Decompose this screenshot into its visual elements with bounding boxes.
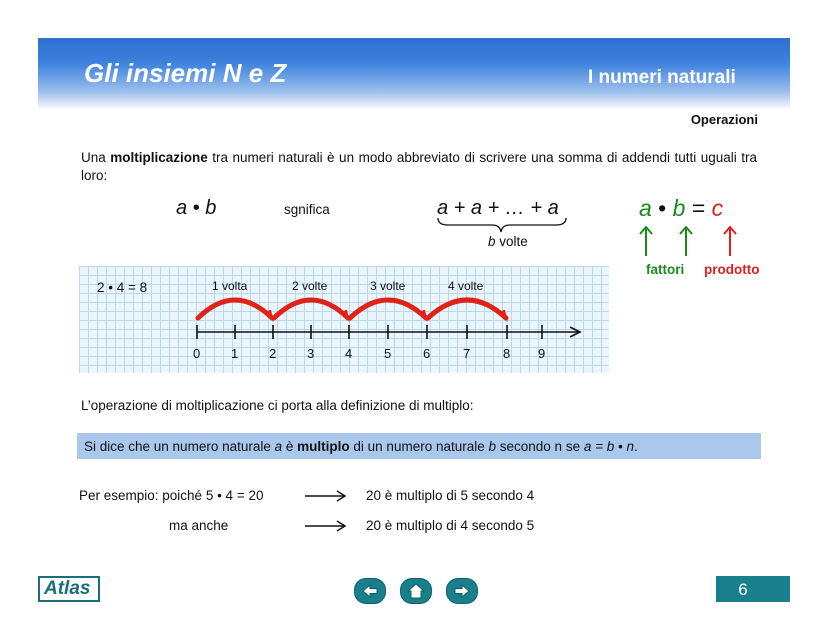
- arrow-up-icon: [640, 227, 652, 256]
- home-button[interactable]: [400, 578, 432, 604]
- jump-arc: [428, 300, 506, 318]
- def-part: secondo n se: [496, 439, 584, 454]
- intro-keyword: moltiplicazione: [110, 150, 208, 165]
- arrow-up-icon: [724, 227, 736, 256]
- chapter-subtitle: I numeri naturali: [588, 67, 736, 88]
- formula-sum: a + a + … + a: [437, 197, 559, 219]
- brace-label: [488, 234, 528, 249]
- jump-label: 3 volte: [370, 279, 406, 293]
- intro-text-start: Una: [81, 150, 111, 165]
- res-a: a: [639, 195, 652, 221]
- intro-text-end: tra numeri naturali è un modo abbreviato di scrivere una somma di addendi tutti uguali tra loro:: [81, 150, 757, 183]
- example-1-conclusion: 20 è multiplo di 5 secondo 4: [366, 488, 535, 503]
- tick-label: 2: [269, 346, 277, 361]
- jump-label: 4 volte: [448, 279, 484, 293]
- tick-label: 0: [193, 346, 201, 361]
- res-b: b: [672, 195, 686, 221]
- brace-text: volte: [495, 234, 528, 249]
- intro-paragraph: [81, 149, 757, 185]
- definition-text: [84, 439, 638, 454]
- prev-button[interactable]: [354, 578, 386, 604]
- def-var-b: b: [488, 439, 497, 454]
- def-part: .: [633, 439, 638, 454]
- tick-label: 5: [384, 346, 392, 361]
- jump-arc: [198, 300, 272, 318]
- arrow-up-icons: [638, 224, 742, 258]
- jump-arc: [274, 300, 348, 318]
- tick-label: 9: [538, 346, 546, 361]
- arrow-left-icon: [355, 579, 385, 603]
- example-2-premise: ma anche: [169, 518, 229, 533]
- logo-text: Atlas: [44, 578, 91, 599]
- jump-label: 1 volta: [212, 279, 248, 293]
- tick-label: 4: [345, 346, 353, 361]
- tick-label: 3: [307, 346, 315, 361]
- arrow-right-icon: [447, 579, 477, 603]
- formula-lhs: a • b: [176, 197, 217, 219]
- jump-arc: [350, 300, 426, 318]
- jump-label: 2 volte: [292, 279, 328, 293]
- def-part: è: [282, 439, 298, 454]
- tick-label: 8: [503, 346, 511, 361]
- tick-label: 7: [463, 346, 471, 361]
- next-button[interactable]: [446, 578, 478, 604]
- brace-var: b: [488, 234, 496, 249]
- page-title: Gli insiemi N e Z: [84, 58, 287, 88]
- def-part: di un numero naturale: [349, 439, 489, 454]
- numberline-equation: 2 • 4 = 8: [97, 280, 148, 295]
- def-part: Si dice che un numero naturale: [84, 439, 275, 454]
- formula-means: sgnifica: [284, 202, 330, 217]
- def-keyword: multiplo: [297, 439, 350, 454]
- arrow-right-icon: [304, 489, 348, 503]
- example-2-conclusion: 20 è multiplo di 4 secondo 5: [366, 518, 535, 533]
- product-label: prodotto: [704, 262, 760, 277]
- number-line: [79, 266, 609, 373]
- tick-label: 1: [231, 346, 239, 361]
- result-formula: [639, 195, 723, 222]
- arrow-up-icon: [680, 227, 692, 256]
- def-equation: a = b • n: [583, 439, 634, 454]
- section-label: Operazioni: [690, 112, 758, 127]
- factors-label: fattori: [646, 262, 685, 277]
- example-1-premise: Per esempio: poiché 5 • 4 = 20: [79, 488, 264, 503]
- page-number: 6: [738, 580, 748, 599]
- res-eq: =: [685, 195, 712, 221]
- res-c: c: [711, 195, 724, 221]
- home-icon: [401, 579, 431, 603]
- multiplo-intro: L’operazione di moltiplicazione ci porta alla definizione di multiplo:: [81, 398, 474, 413]
- res-dot: •: [651, 195, 673, 221]
- def-var-a: a: [274, 439, 283, 454]
- arrow-right-icon: [304, 519, 348, 533]
- tick-label: 6: [423, 346, 431, 361]
- brace-icon: [436, 216, 568, 234]
